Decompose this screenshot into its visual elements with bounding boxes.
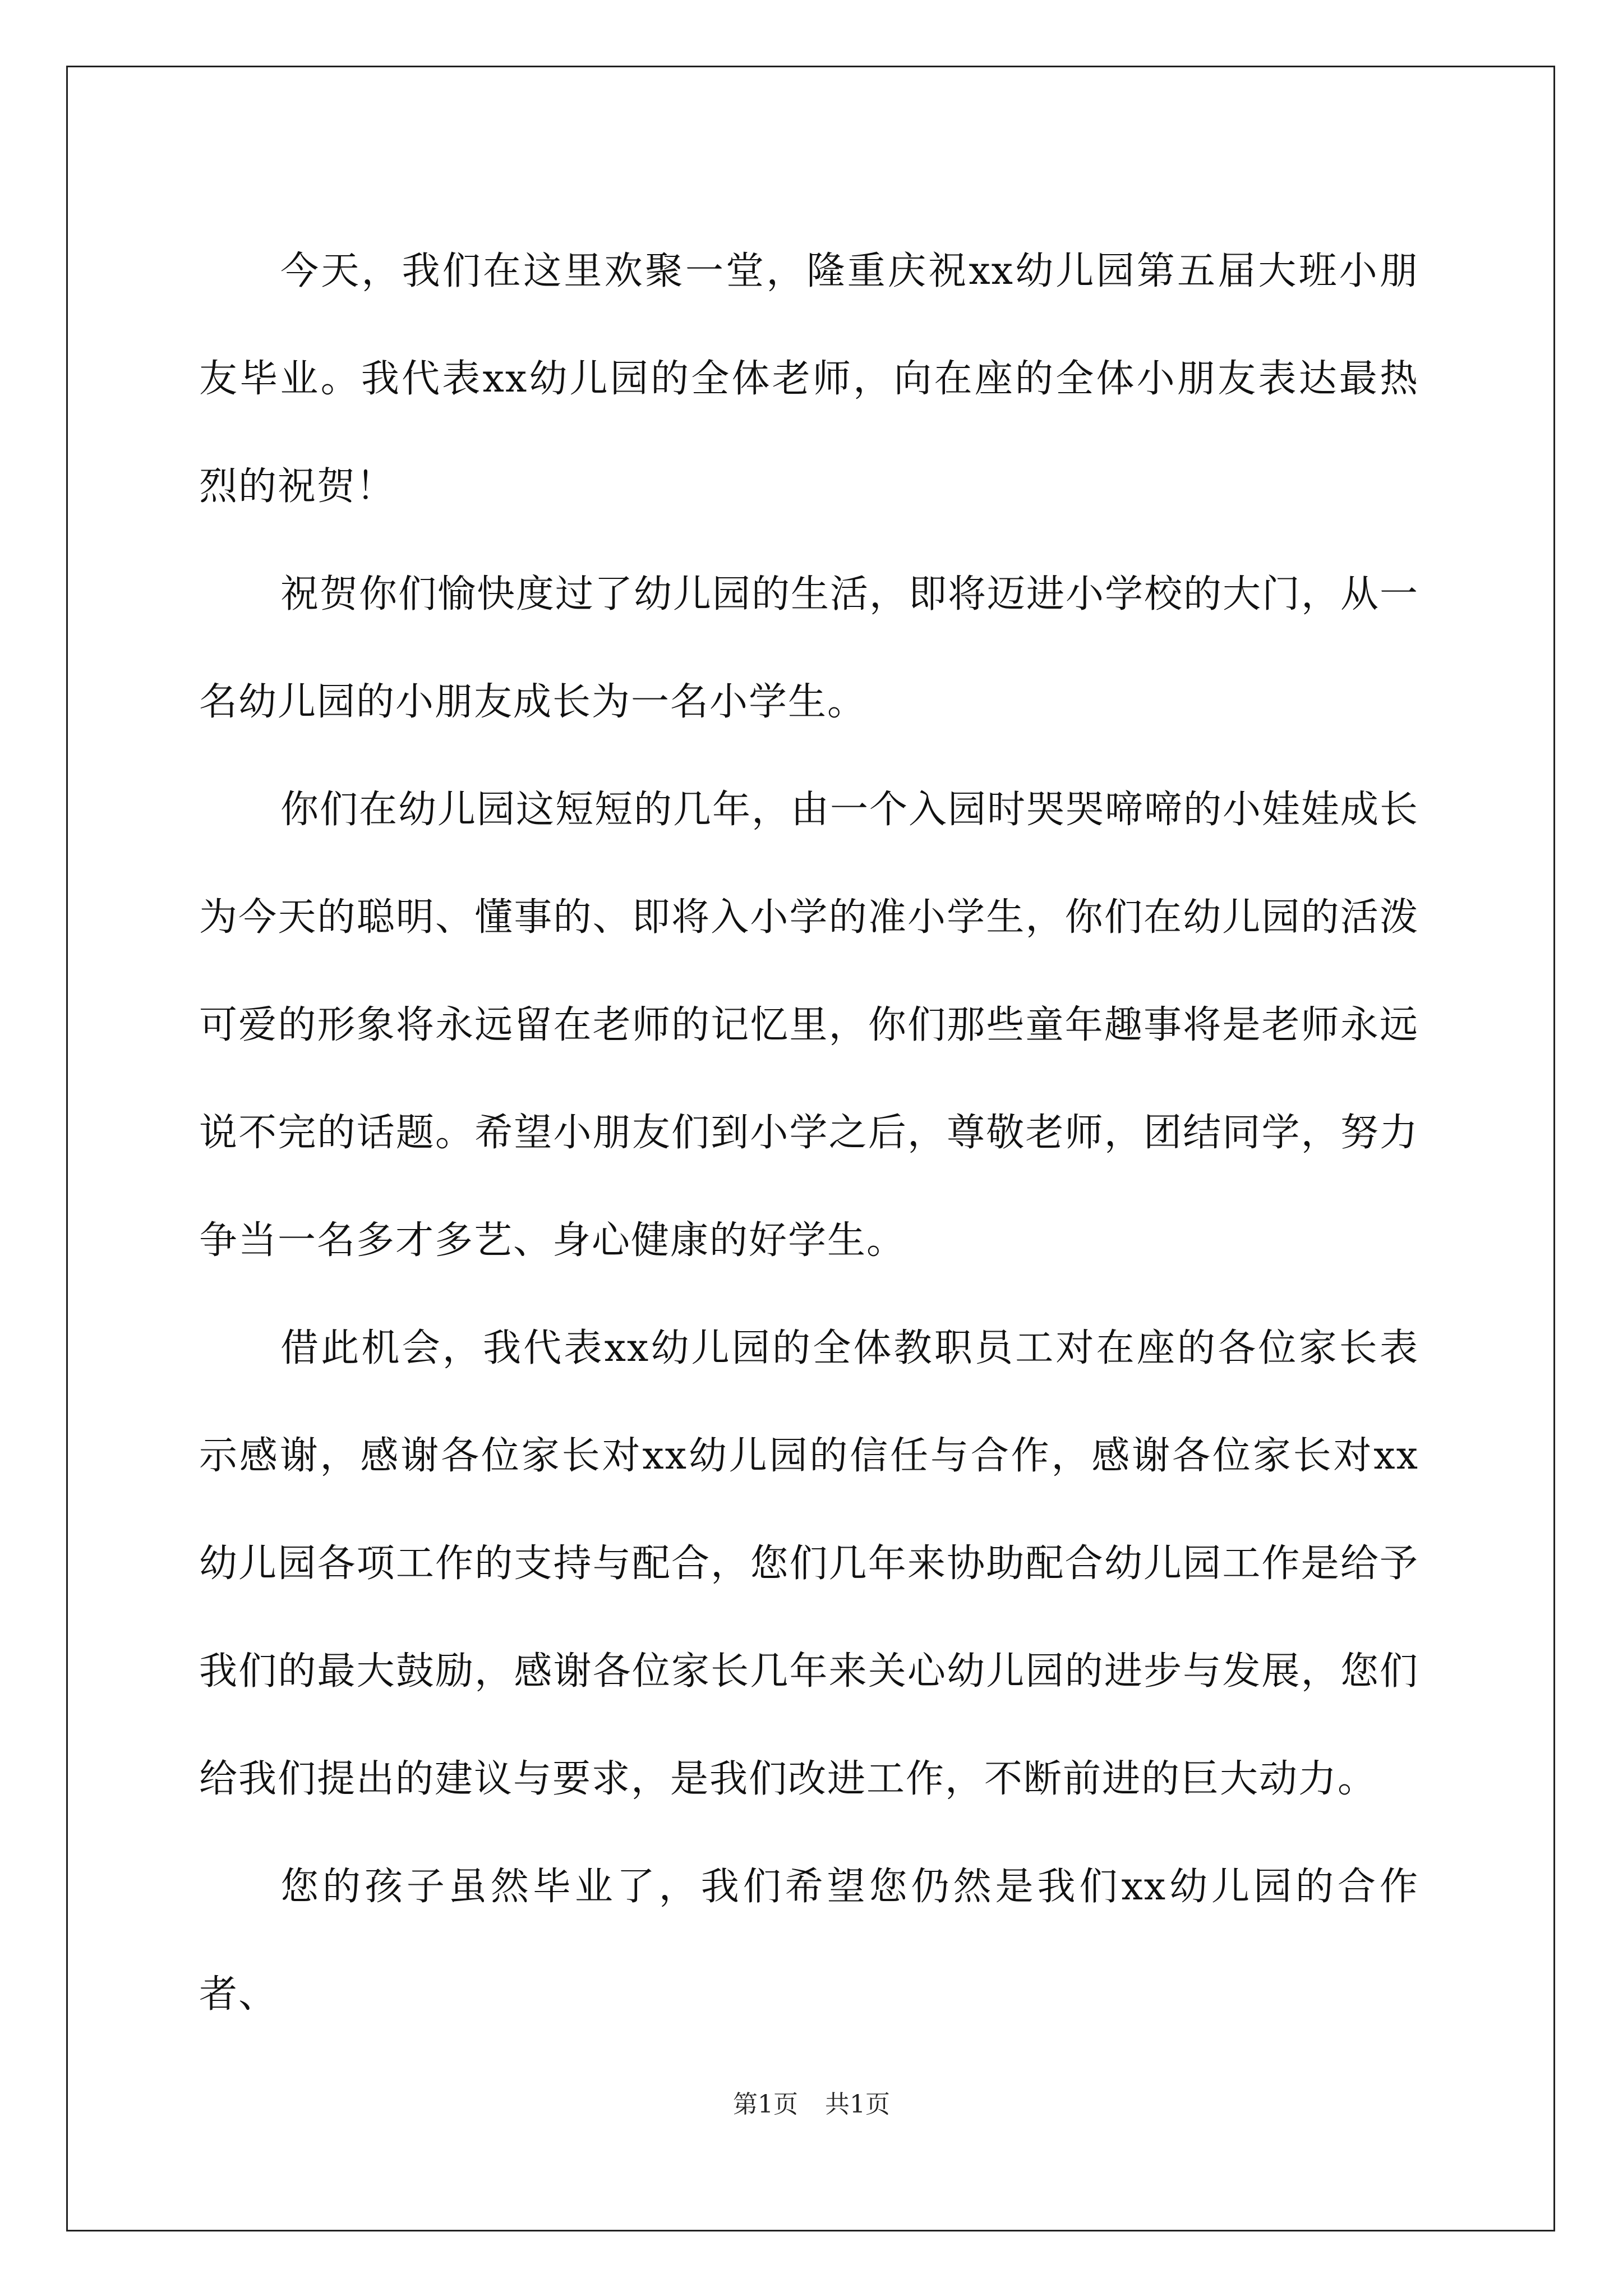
paragraph: 您的孩子虽然毕业了，我们希望您仍然是我们xx幼儿园的合作者、 xyxy=(199,1865,1419,2017)
paragraph: 你们在幼儿园这短短的几年，由一个入园时哭哭啼啼的小娃娃成长为今天的聪明、懂事的、即将入小学的准小学生，你们在幼儿园的活泼可爱的形象将永远留在老师的记忆里，你们那些童年趣事将是老师永远说不完的话题。希望小朋友们到小学之后，尊敬老师，团结同学，努力争当一名多才多艺、身心健康的好学生。 xyxy=(199,788,1419,1263)
document-body xyxy=(199,218,1419,2049)
page-number-total: 共1页 xyxy=(825,2090,890,2119)
paragraph: 借此机会，我代表xx幼儿园的全体教职员工对在座的各位家长表示感谢，感谢各位家长对xx幼儿园的信任与合作，感谢各位家长对xx幼儿园各项工作的支持与配合，您们几年来协助配合幼儿园工作是给予我们的最大鼓励，感谢各位家长几年来关心幼儿园的进步与发展，您们给我们提出的建议与要求，是我们改进工作，不断前进的巨大动力。 xyxy=(199,1326,1419,1801)
paragraph: 今天，我们在这里欢聚一堂，隆重庆祝xx幼儿园第五届大班小朋友毕业。我代表xx幼儿园的全体老师，向在座的全体小朋友表达最热烈的祝贺！ xyxy=(199,249,1419,509)
page-number-current: 第1页 xyxy=(733,2090,798,2119)
page-footer xyxy=(0,2088,1623,2122)
paragraph: 祝贺你们愉快度过了幼儿园的生活，即将迈进小学校的大门，从一名幼儿园的小朋友成长为一名小学生。 xyxy=(199,572,1419,724)
